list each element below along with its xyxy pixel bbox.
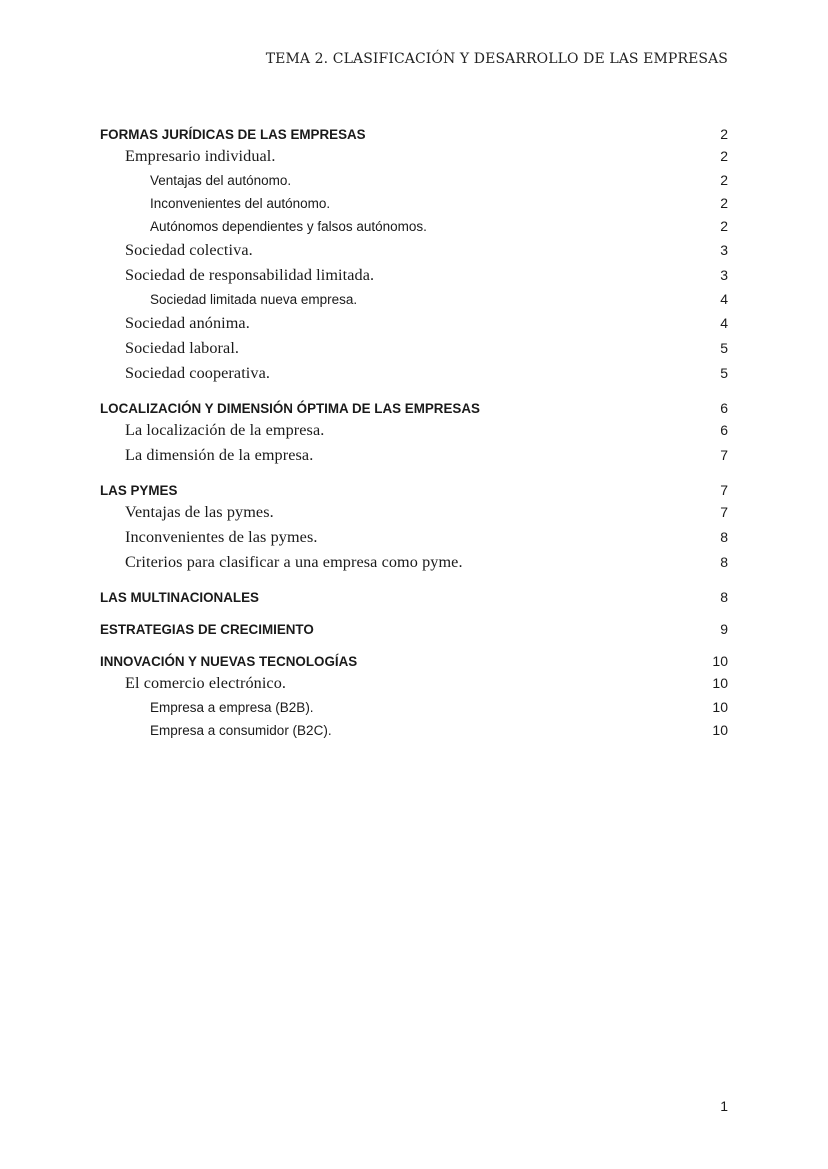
toc-entry-dimension-empresa[interactable] xyxy=(100,446,728,471)
toc-entry-title: Inconvenientes de las pymes. xyxy=(125,528,318,546)
toc-entry-sociedad-limitada-nueva-empresa[interactable] xyxy=(100,291,728,314)
toc-entry-las-pymes[interactable] xyxy=(100,482,728,503)
toc-entry-page: 2 xyxy=(720,218,728,234)
toc-entry-title: Ventajas del autónomo. xyxy=(150,173,292,188)
toc-entry-title: Sociedad anónima. xyxy=(125,314,250,332)
toc-entry-page: 6 xyxy=(720,422,728,438)
toc-entry-comercio-electronico[interactable] xyxy=(100,674,728,699)
toc-entry-page: 6 xyxy=(720,400,728,416)
toc-entry-multinacionales[interactable] xyxy=(100,589,728,610)
toc-entry-page: 2 xyxy=(720,172,728,188)
toc-entry-title: Sociedad limitada nueva empresa. xyxy=(150,292,358,307)
toc-entry-title: Sociedad colectiva. xyxy=(125,241,253,259)
toc-entry-title: Criterios para clasificar a una empresa como pyme. xyxy=(125,553,463,571)
toc-entry-page: 5 xyxy=(720,340,728,356)
toc-entry-empresario-individual[interactable] xyxy=(100,147,728,172)
toc-entry-sociedad-laboral[interactable] xyxy=(100,339,728,364)
toc-entry-page: 2 xyxy=(720,126,728,142)
toc-entry-page: 8 xyxy=(720,554,728,570)
toc-entry-page: 3 xyxy=(720,242,728,258)
toc-entry-title: Sociedad de responsabilidad limitada. xyxy=(125,266,375,284)
toc-entry-sociedad-colectiva[interactable] xyxy=(100,241,728,266)
toc-entry-sociedad-anonima[interactable] xyxy=(100,314,728,339)
toc-entry-page: 4 xyxy=(720,315,728,331)
toc-entry-title: LOCALIZACIÓN Y DIMENSIÓN ÓPTIMA DE LAS EMPRESAS xyxy=(100,401,480,416)
toc-entry-b2b[interactable] xyxy=(100,699,728,722)
toc-entry-title: Autónomos dependientes y falsos autónomos. xyxy=(150,219,427,234)
toc-entry-title: El comercio electrónico. xyxy=(125,674,287,692)
toc-entry-title: ESTRATEGIAS DE CRECIMIENTO xyxy=(100,622,314,637)
toc-entry-page: 8 xyxy=(720,529,728,545)
toc-entry-page: 4 xyxy=(720,291,728,307)
page-number: 1 xyxy=(720,1098,728,1114)
toc-entry-title: Empresario individual. xyxy=(125,147,276,165)
toc-entry-title: INNOVACIÓN Y NUEVAS TECNOLOGÍAS xyxy=(100,654,358,669)
toc-entry-title: Sociedad cooperativa. xyxy=(125,364,271,382)
toc-entry-estrategias-crecimiento[interactable] xyxy=(100,621,728,642)
toc-entry-innovacion-tecnologias[interactable] xyxy=(100,653,728,674)
toc-entry-page: 10 xyxy=(712,675,728,691)
toc-entry-title: Sociedad laboral. xyxy=(125,339,240,357)
toc-entry-title: La localización de la empresa. xyxy=(125,421,325,439)
toc-entry-title: Empresa a consumidor (B2C). xyxy=(150,723,332,738)
toc-entry-ventajas-pymes[interactable] xyxy=(100,503,728,528)
toc-entry-autonomos-dependientes[interactable] xyxy=(100,218,728,241)
page-header-title: TEMA 2. CLASIFICACIÓN Y DESARROLLO DE LAS EMPRESAS xyxy=(265,51,728,67)
toc-entry-inconvenientes-pymes[interactable] xyxy=(100,528,728,553)
toc-entry-page: 2 xyxy=(720,148,728,164)
toc-entry-criterios-pyme[interactable] xyxy=(100,553,728,578)
toc-entry-page: 9 xyxy=(720,621,728,637)
toc-entry-sociedad-responsabilidad-limitada[interactable] xyxy=(100,266,728,291)
toc-entry-localizacion-empresa[interactable] xyxy=(100,421,728,446)
toc-entry-page: 3 xyxy=(720,267,728,283)
toc-entry-page: 10 xyxy=(712,653,728,669)
table-of-contents xyxy=(100,126,728,745)
toc-entry-title: LAS PYMES xyxy=(100,483,178,498)
toc-entry-inconvenientes-autonomo[interactable] xyxy=(100,195,728,218)
toc-entry-sociedad-cooperativa[interactable] xyxy=(100,364,728,389)
toc-entry-title: Empresa a empresa (B2B). xyxy=(150,700,314,715)
toc-entry-page: 7 xyxy=(720,447,728,463)
toc-entry-page: 7 xyxy=(720,482,728,498)
toc-entry-title: La dimensión de la empresa. xyxy=(125,446,314,464)
toc-entry-ventajas-autonomo[interactable] xyxy=(100,172,728,195)
toc-entry-page: 5 xyxy=(720,365,728,381)
toc-entry-title: Inconvenientes del autónomo. xyxy=(150,196,331,211)
toc-entry-page: 8 xyxy=(720,589,728,605)
toc-entry-page: 10 xyxy=(712,722,728,738)
toc-entry-title: FORMAS JURÍDICAS DE LAS EMPRESAS xyxy=(100,127,366,142)
toc-entry-title: Ventajas de las pymes. xyxy=(125,503,274,521)
toc-entry-page: 2 xyxy=(720,195,728,211)
toc-entry-b2c[interactable] xyxy=(100,722,728,745)
toc-entry-localizacion-dimension[interactable] xyxy=(100,400,728,421)
toc-entry-formas-juridicas[interactable] xyxy=(100,126,728,147)
toc-entry-page: 7 xyxy=(720,504,728,520)
toc-entry-title: LAS MULTINACIONALES xyxy=(100,590,259,605)
toc-entry-page: 10 xyxy=(712,699,728,715)
